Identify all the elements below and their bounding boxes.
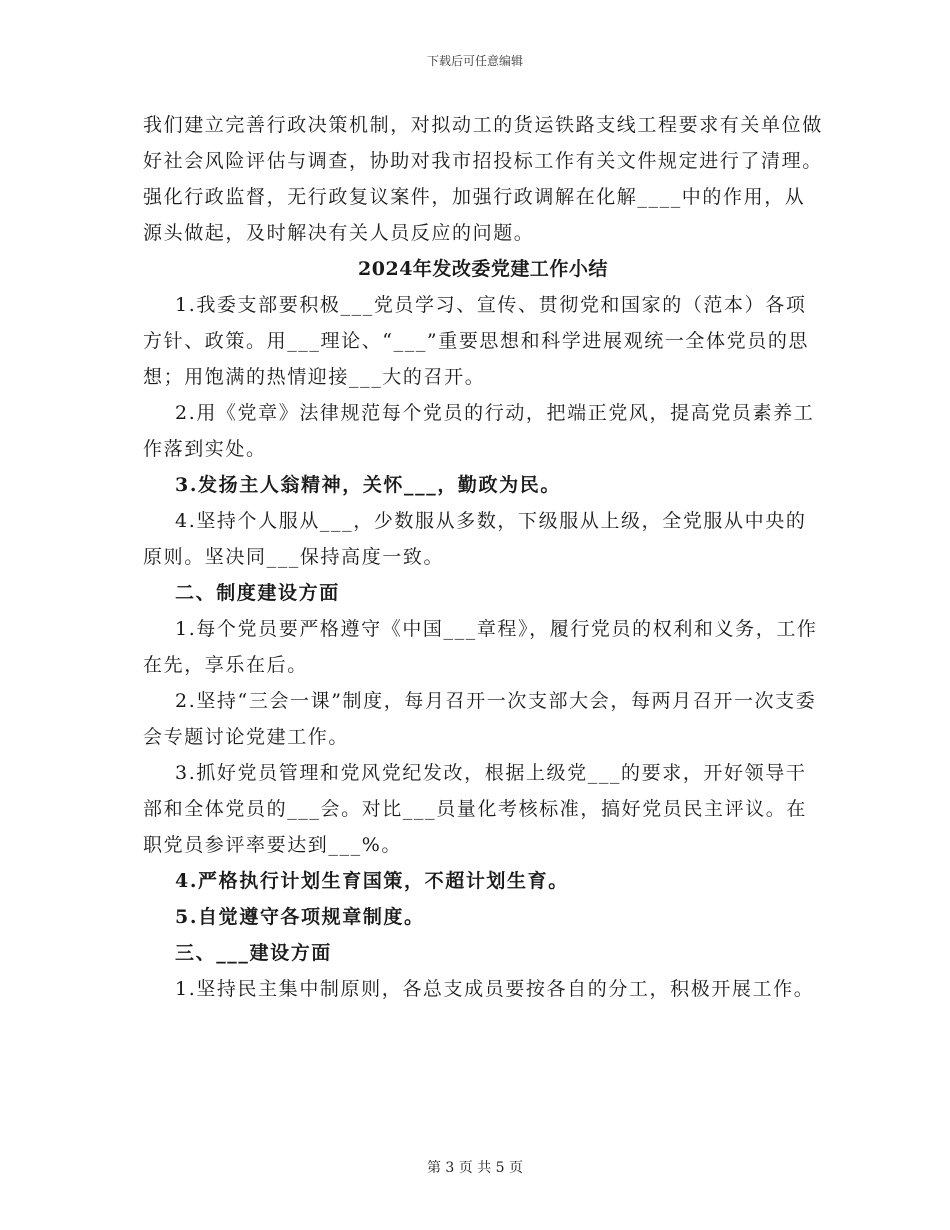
document-title: 2024年发改委党建工作小结 (358, 258, 608, 280)
section3-item-1: 1.坚持民主集中制原则，各总支成员要按各自的分工，积极开展工作。 (175, 978, 815, 1000)
section2-item-5: 5.自觉遵守各项规章制度。 (175, 906, 425, 928)
section1-item-3: 3.发扬主人翁精神，关怀___，勤政为民。 (175, 474, 561, 496)
section2-item-4: 4.严格执行计划生育国策，不超计划生育。 (175, 870, 569, 892)
page-header: 下载后可任意编辑 (426, 54, 523, 68)
intro-paragraph: 我们建立完善行政决策机制，对拟动工的货运铁路支线工程要求有关单位做好社会风险评估与调查，协助对我市招投标工作有关文件规定进行了清理。强化行政监督，无行政复议案件，加强行政调解在化解____中的作用，从源头做起，及时解决有关人员反应的问题。 (143, 114, 823, 244)
section1-item-1: 1.我委支部要积极___党员学习、宣传、贯彻党和国家的（范本）各项方针、政策。用___理论、“___”重要思想和科学进展观统一全体党员的思想；用饱满的热情迎接___大的召开。 (143, 294, 810, 388)
section2-item-2: 2.坚持“三会一课”制度，每月召开一次支部大会，每两月召开一次支委会专题讨论党建工作。 (143, 690, 817, 748)
document-body (143, 107, 823, 1007)
section1-item-2: 2.用《党章》法律规范每个党员的行动，把端正党风，提高党员素养工作落到实处。 (143, 402, 815, 460)
section1-item-4: 4.坚持个人服从___，少数服从多数，下级服从上级，全党服从中央的原则。坚决同___保持高度一致。 (143, 510, 807, 568)
section2-item-3: 3.抓好党员管理和党风党纪发改，根据上级党___的要求，开好领导干部和全体党员的___会。对比___员量化考核标准，搞好党员民主评议。在职党员参评率要达到___%。 (143, 762, 808, 856)
section2-heading: 二、制度建设方面 (175, 582, 340, 604)
section3-heading: 三、___建设方面 (175, 942, 332, 964)
page-number: 第 3 页 共 5 页 (426, 1160, 524, 1176)
section2-item-1: 1.每个党员要严格遵守《中国___章程》，履行党员的权利和义务，工作在先，享乐在后。 (143, 618, 818, 676)
